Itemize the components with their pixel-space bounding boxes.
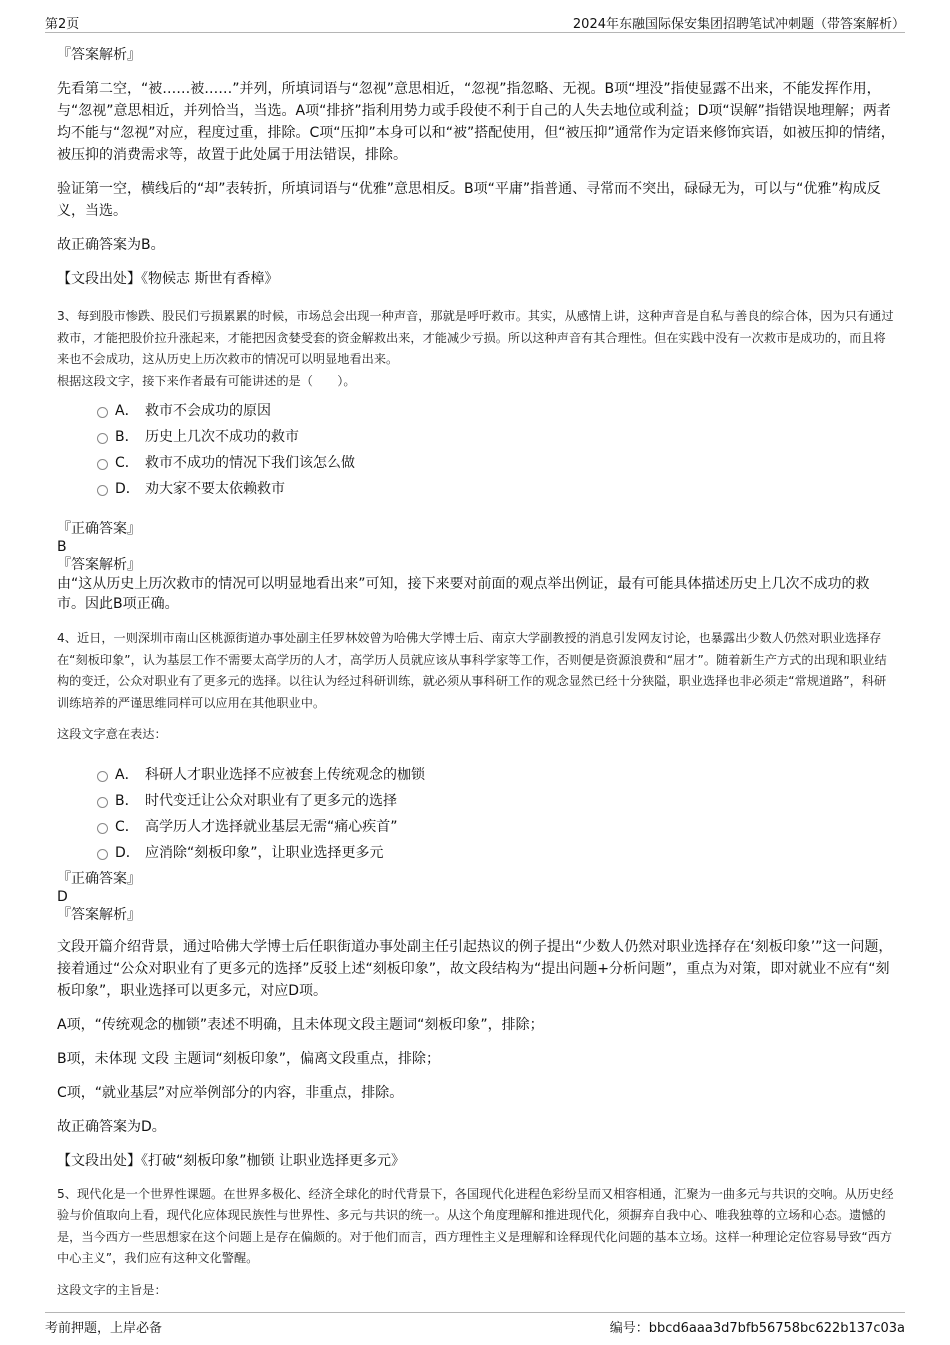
analysis-tag: 『答案解析』 — [57, 47, 141, 63]
answer-conclusion: 故正确答案为D。 — [57, 1118, 166, 1135]
question-stem: 3、每到股市惨跌、股民们亏损累累的时候，市场总会出现一种声音，那就是呼吁救市。其实，从感情上讲，这种声音是自私与善良的综合体，因为只有通过救市，才能把股价拉升涨起来，才能把因贪婪受套的资金解救出来，才能减少亏损。所以这种声音有其合理性。但在实践中没有一次救市是成功的，而且将来也不会成功，这从历史上历次救市的情况可以明显地看出来。 — [57, 309, 894, 366]
option-letter: A． — [115, 766, 139, 783]
option-text: 救市不会成功的原因 — [145, 403, 271, 419]
correct-answer-tag: 『正确答案』 — [57, 521, 141, 537]
option-c[interactable] — [57, 450, 895, 476]
radio-button[interactable] — [97, 849, 108, 860]
source-citation: 【文段出处】《物候志 斯世有香樟》 — [57, 271, 279, 287]
question-prompt: 这段文字意在表达： — [57, 727, 167, 741]
question-prompt: 根据这段文字，接下来作者最有可能讲述的是（ ）。 — [57, 373, 356, 388]
option-text: 历史上几次不成功的救市 — [145, 429, 299, 445]
option-b[interactable] — [57, 424, 895, 450]
page-footer — [45, 1312, 905, 1335]
option-a[interactable] — [57, 398, 895, 424]
radio-button[interactable] — [97, 407, 108, 418]
option-letter: B． — [115, 429, 139, 445]
option-d[interactable] — [57, 840, 895, 866]
option-c[interactable] — [57, 814, 895, 840]
analysis-paragraph: 验证第一空，横线后的“却”表转折，所填词语与“优雅”意思相反。B项“平庸”指普通、寻常而不突出，碌碌无为，可以与“优雅”构成反义，当选。 — [57, 181, 881, 219]
source-citation: 【文段出处】《打破“刻板印象”枷锁 让职业选择更多元》 — [57, 1152, 405, 1169]
question-stem: 5、现代化是一个世界性课题。在世界多极化、经济全球化的时代背景下，各国现代化进程色彩纷呈而又相容相通，汇聚为一曲多元与共识的交响。从历史经验与价值取向上看，现代化应体现民族性与世界性、多元与共识的统一。从这个角度理解和推进现代化，须摒弃自我中心、唯我独尊的立场和心态。遗憾的是，当今西方一些思想家在这个问题上是存在偏颇的。对于他们而言，西方理性主义是理解和诠释现代化问题的基本立场。这样一种理论定位容易导致“西方中心主义”，我们应有这种文化警醒。 — [57, 1186, 894, 1265]
question-prompt: 这段文字的主旨是： — [57, 1282, 167, 1297]
page-content — [57, 45, 895, 1301]
page-header — [45, 10, 905, 33]
option-a[interactable] — [57, 762, 895, 788]
question-stem: 4、近日，一则深圳市南山区桃源街道办事处副主任罗林姣曾为哈佛大学博士后、南京大学副教授的消息引发网友讨论，也暴露出少数人仍然对职业选择存在“刻板印象”，认为基层工作不需要太高学历的人才，高学历人员就应该从事科学家等工作，否则便是资源浪费和“屈才”。随着新生产方式的出现和职业结构的变迁，公众对职业有了更多元的选择。以往认为经过科研训练，就必须从事科研工作的观念显然已经十分狭隘，职业选择也非必须走“常规道路”，科研训练培养的严谨思维同样可以应用在其他职业中。 — [57, 631, 887, 710]
option-letter: A． — [115, 403, 139, 419]
analysis-paragraph: C项，“就业基层”对应举例部分的内容，非重点，排除。 — [57, 1084, 404, 1101]
analysis-tag: 『答案解析』 — [57, 906, 141, 923]
option-letter: D． — [115, 481, 140, 497]
document-title: 2024年东融国际保安集团招聘笔试冲刺题（带答案解析） — [572, 17, 905, 32]
option-text: 高学历人才选择就业基层无需“痛心疾首” — [145, 818, 398, 835]
option-letter: C． — [115, 818, 139, 835]
option-d[interactable] — [57, 476, 895, 502]
option-text: 时代变迁让公众对职业有了更多元的选择 — [145, 792, 397, 809]
radio-button[interactable] — [97, 823, 108, 834]
option-text: 科研人才职业选择不应被套上传统观念的枷锁 — [145, 766, 425, 783]
analysis-paragraph: 先看第二空，“被……被……”并列，所填词语与“忽视”意思相近，“忽视”指忽略、无视。B项“埋没”指使显露不出来，不能发挥作用，与“忽视”意思相近，并列恰当，当选。A项“排挤”指利用势力或手段使不利于自己的人失去地位或利益；D项“误解”指错误地理解；两者均不能与“忽视”对应，程度过重，排除。C项“压抑”本身可以和“被”搭配使用，但“被压抑”通常作为定语来修饰宾语，如被压抑的情绪，被压抑的消费需求等，故置于此处属于用法错误，排除。 — [57, 81, 895, 163]
radio-button[interactable] — [97, 459, 108, 470]
option-letter: D． — [115, 844, 140, 861]
correct-answer-tag: 『正确答案』 — [57, 870, 141, 887]
code-label: 编号： — [609, 1321, 649, 1336]
option-letter: B． — [115, 792, 139, 809]
option-text: 劝大家不要太依赖救市 — [145, 481, 285, 497]
analysis-tag: 『答案解析』 — [57, 557, 141, 573]
option-b[interactable] — [57, 788, 895, 814]
option-letter: C． — [115, 455, 139, 471]
footer-slogan: 考前押题，上岸必备 — [45, 1321, 163, 1336]
answer-conclusion: 故正确答案为B。 — [57, 237, 165, 253]
analysis-paragraph: B项，未体现 文段 主题词“刻板印象”，偏离文段重点，排除； — [57, 1050, 441, 1067]
code-value: bbcd6aaa3d7bfb56758bc622b137c03a — [648, 1321, 905, 1336]
radio-button[interactable] — [97, 771, 108, 782]
correct-answer: B — [57, 539, 67, 555]
option-text: 应消除“刻板印象”，让职业选择更多元 — [145, 844, 384, 861]
analysis-paragraph: 文段开篇介绍背景，通过哈佛大学博士后任职街道办事处副主任引起热议的例子提出“少数人仍然对职业选择存在‘刻板印象’”这一问题，接着通过“公众对职业有了更多元的选择”反驳上述“刻板印象”，故文段结构为“提出问题+分析问题”，重点为对策，即对就业不应有“刻板印象”，职业选择可以更多元，对应D项。 — [57, 938, 893, 999]
correct-answer: D — [57, 888, 68, 905]
option-text: 救市不成功的情况下我们该怎么做 — [145, 455, 355, 471]
radio-button[interactable] — [97, 485, 108, 496]
analysis-paragraph: 由“这从历史上历次救市的情况可以明显地看出来”可知，接下来要对前面的观点举出例证，最有可能具体描述历史上几次不成功的救市。因此B项正确。 — [57, 576, 870, 612]
radio-button[interactable] — [97, 797, 108, 808]
page-number: 第2页 — [45, 17, 80, 32]
document-code — [610, 1317, 905, 1336]
radio-button[interactable] — [97, 433, 108, 444]
analysis-paragraph: A项，“传统观念的枷锁”表述不明确，且未体现文段主题词“刻板印象”，排除； — [57, 1016, 544, 1033]
